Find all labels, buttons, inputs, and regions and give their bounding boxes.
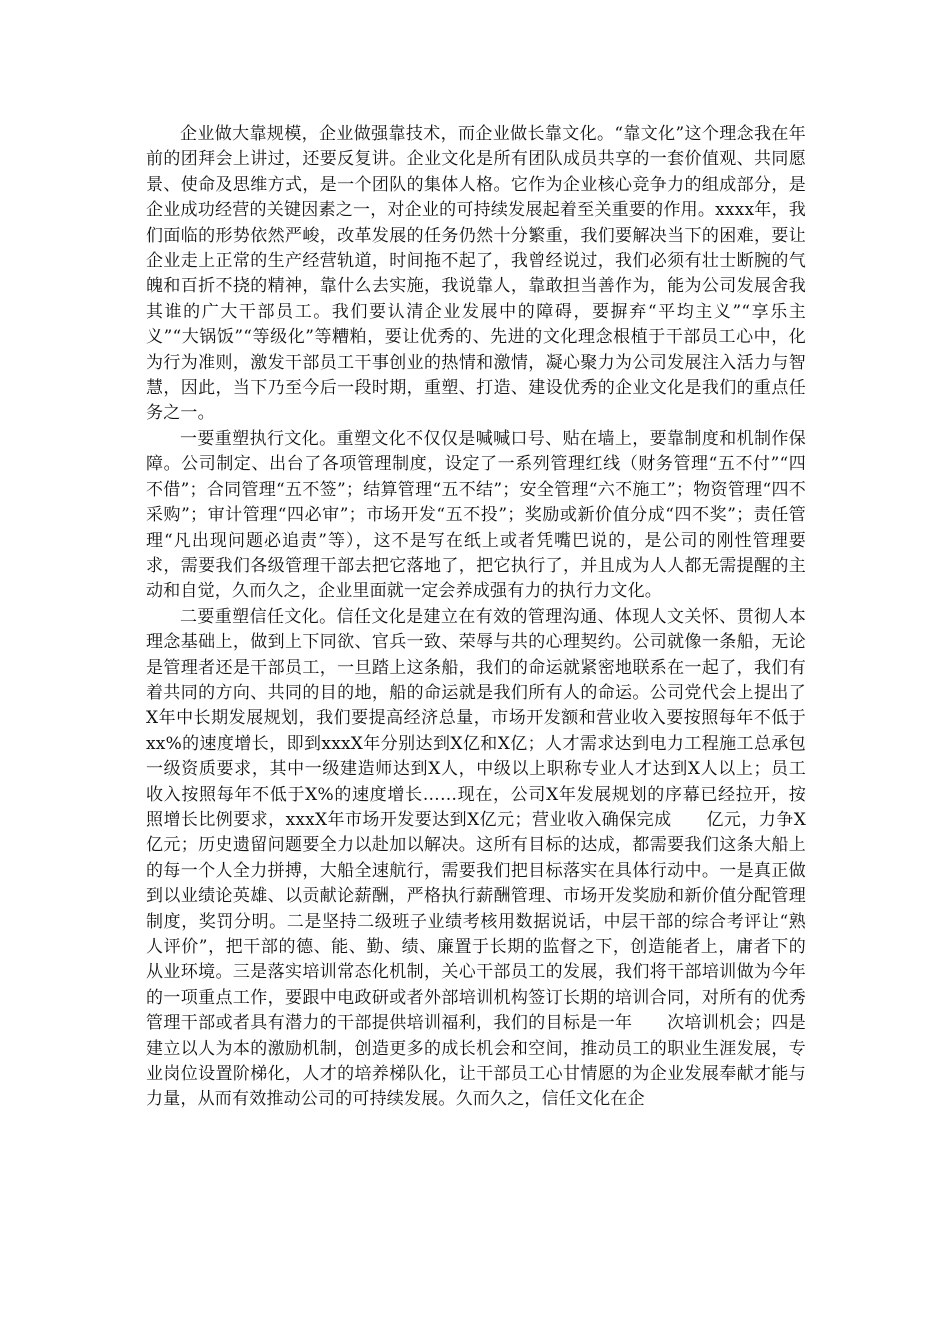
paragraph-culture-intro: 企业做大靠规模，企业做强靠技术，而企业做长靠文化。“靠文化”这个理念我在年前的团拜会上讲过，还要反复讲。企业文化是所有团队成员共享的一套价值观、共同愿景、使命及思维方式，是一个团队的集体人格。它作为企业核心竞争力的组成部分，是企业成功经营的关键因素之一，对企业的可持续发展起着至关重要的作用。xxxx年，我们面临的形势依然严峻，改革发展的任务仍然十分繁重，我们要解决当下的困难，要让企业走上正常的生产经营轨道，时间拖不起了，我曾经说过，我们必须有壮士断腕的气魄和百折不挠的精神，靠什么去实施，我说靠人，靠敢担当善作为，能为公司发展舍我其谁的广大干部员工。我们要认清企业发展中的障碍，要摒弃“平均主义”“享乐主义”“大锅饭”“等级化”等糟粕，要让优秀的、先进的文化理念根植于干部员工心中，化为行为准则，激发干部员工干事创业的热情和激情，凝心聚力为公司发展注入活力与智慧，因此，当下乃至今后一段时期，重塑、打造、建设优秀的企业文化是我们的重点任务之一。 — [146, 124, 806, 424]
document-body — [146, 122, 806, 1113]
paragraph-execution-culture: 一要重塑执行文化。重塑文化不仅仅是喊喊口号、贴在墙上，要靠制度和机制作保障。公司制定、出台了各项管理制度，设定了一系列管理红线（财务管理“五不付”“四不借”；合同管理“五不签”；结算管理“五不结”；安全管理“六不施工”；物资管理“四不采购”；审计管理“四必审”；市场开发“五不投”；奖励或新价值分成“四不奖”；责任管理“凡出现问题必追责”等），这不是写在纸上或者凭嘴巴说的，是公司的刚性管理要求，需要我们各级管理干部去把它落地了，把它执行了，并且成为人人都无需提醒的主动和自觉，久而久之，企业里面就一定会养成强有力的执行力文化。 — [146, 428, 806, 602]
paragraph-trust-culture: 二要重塑信任文化。信任文化是建立在有效的管理沟通、体现人文关怀、贯彻人本理念基础上，做到上下同欲、官兵一致、荣辱与共的心理契约。公司就像一条船，无论是管理者还是干部员工，一旦踏上这条船，我们的命运就紧密地联系在一起了，我们有着共同的方向、共同的目的地，船的命运就是我们所有人的命运。公司党代会上提出了X年中长期发展规划，我们要提高经济总量，市场开发额和营业收入要按照每年不低于xx%的速度增长，即到xxxX年分别达到X亿和X亿；人才需求达到电力工程施工总承包一级资质要求，其中一级建造师达到X人，中级以上职称专业人才达到X人以上；员工收入按照每年不低于X%的速度增长……现在，公司X年发展规划的序幕已经拉开，按照增长比例要求，xxxX年市场开发要达到X亿元；营业收入确保完成 亿元，力争X亿元；历史遗留问题要全力以赴加以解决。这所有目标的达成，都需要我们这条大船上的每一个人全力拼搏，大船全速航行，需要我们把目标落实在具体行动中。一是真正做到以业绩论英雄、以贡献论薪酬，严格执行薪酬管理、市场开发奖励和新价值分配管理制度，奖罚分明。二是坚持二级班子业绩考核用数据说话，中层干部的综合考评让“熟人评价”，把干部的德、能、勤、绩、廉置于长期的监督之下，创造能者上，庸者下的从业环境。三是落实培训常态化机制，关心干部员工的发展，我们将干部培训做为今年的一项重点工作，要跟中电政研或者外部培训机构签订长期的培训合同，对所有的优秀管理干部或者具有潜力的干部提供培训福利，我们的目标是一年 次培训机会；四是建立以人为本的激励机制，创造更多的成长机会和空间，推动员工的职业生涯发展，专业岗位设置阶梯化，人才的培养梯队化，让干部员工心甘情愿的为企业发展奉献才能与力量，从而有效推动公司的可持续发展。久而久之，信任文化在企 — [146, 606, 806, 1110]
